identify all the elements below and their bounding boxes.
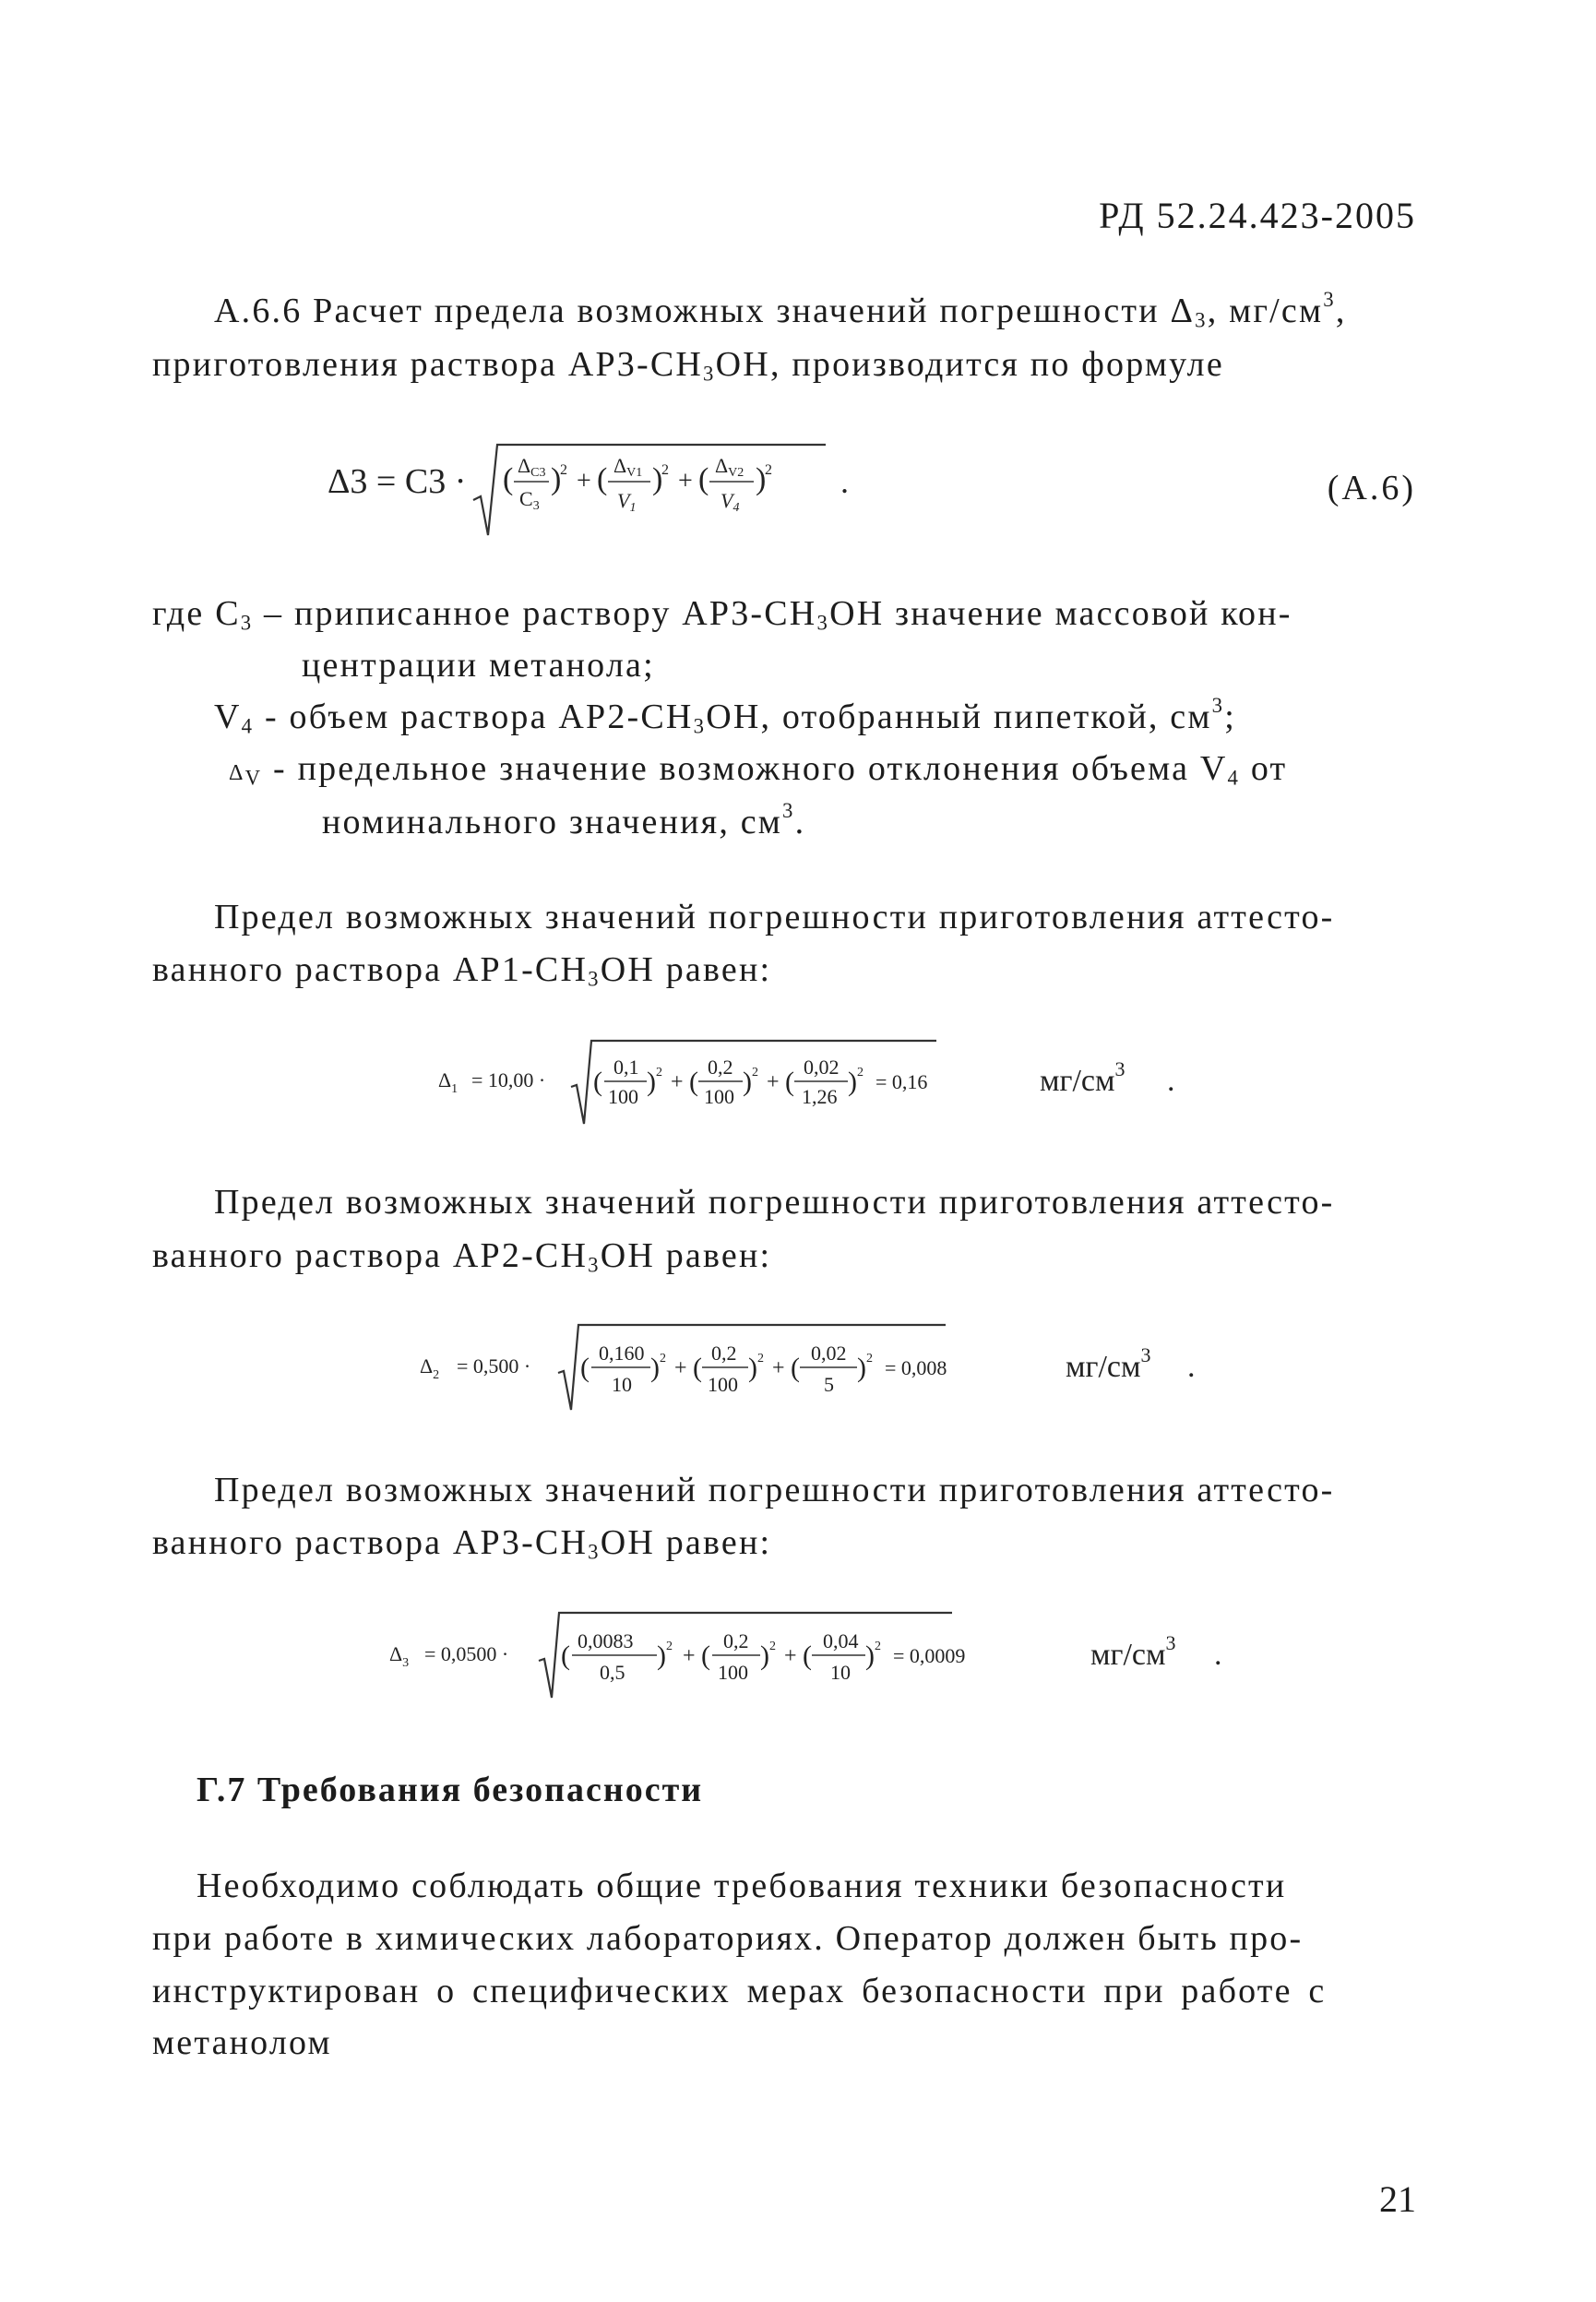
formula-a6-power: 2 xyxy=(560,462,567,478)
formula-3-power: 2 xyxy=(875,1640,881,1653)
formula-a6-paren: ( xyxy=(503,462,514,496)
formula-a6-paren: ) xyxy=(652,462,663,496)
formula-1-paren: ) xyxy=(647,1067,656,1097)
formula-a6-paren: ) xyxy=(756,462,767,496)
formula-a6-lhs: Δ3 = C3 · xyxy=(328,462,467,501)
formula-3-paren: ) xyxy=(865,1640,875,1671)
section-g7-para-line4: метанолом xyxy=(152,2023,332,2062)
formula-2-paren: ) xyxy=(748,1353,757,1383)
block1-line2: ванного раствора $АР1-СН_3ОН$ равен: xyxy=(152,950,772,991)
block2-line2: ванного раствора $АР2-СН_3ОН$ равен: xyxy=(152,1236,772,1277)
formula-1-plus: + xyxy=(671,1070,684,1094)
where-c3-line2: центрации метанола; xyxy=(302,646,655,685)
formula-a6-paren: ( xyxy=(698,462,709,496)
section-a66-line1: А.6.6 Расчет предела возможных значений погрешности $\Delta_3$, $мг/см^3$, xyxy=(214,287,1347,332)
formula-1 xyxy=(438,1024,1232,1139)
formula-2-power: 2 xyxy=(660,1352,666,1366)
formula-1-paren: ( xyxy=(689,1067,698,1097)
formula-3-t1-den: 0,5 xyxy=(600,1661,625,1684)
where-v4: $V_4$ - объем раствора $АР2-СН_3ОН$, отобранный пипеткой, $см^3$; xyxy=(214,693,1236,738)
formula-1-svg xyxy=(438,1024,1232,1135)
formula-2-t3-num: 0,02 xyxy=(811,1342,847,1365)
formula-3-power: 2 xyxy=(666,1640,673,1653)
formula-1-t2-den: 100 xyxy=(704,1085,734,1108)
formula-2-lhs: $\Delta_2$ xyxy=(420,1354,440,1382)
formula-1-paren: ) xyxy=(848,1067,857,1097)
formula-1-t1-num: 0,1 xyxy=(613,1056,639,1079)
document-code: РД 52.24.423-2005 xyxy=(1099,195,1416,236)
formula-3-paren: ( xyxy=(803,1640,812,1671)
formula-2-power: 2 xyxy=(866,1352,873,1366)
formula-3-svg xyxy=(389,1596,1257,1707)
formula-3-tail: . xyxy=(1214,1638,1222,1672)
formula-2-tail: . xyxy=(1187,1350,1196,1384)
formula-a6-t3-den: V4 xyxy=(721,489,740,515)
where-dv-line2: номинального значения, $см^3$. xyxy=(322,798,806,841)
formula-a6-power: 2 xyxy=(765,462,772,478)
formula-a6-t2-den: V1 xyxy=(617,489,637,515)
formula-2-power: 2 xyxy=(757,1352,764,1366)
formula-2 xyxy=(420,1308,1241,1424)
formula-a6-t2-num: ΔV1 xyxy=(613,454,643,480)
formula-1-unit: $мг/см^3$ xyxy=(1040,1057,1126,1098)
formula-a6-paren: ( xyxy=(597,462,608,496)
formula-3-paren: ( xyxy=(561,1640,570,1671)
where-c3-line1: где $С_3$ – приписанное раствору $АР3-СН_3ОН$ значение массовой кон- xyxy=(152,594,1292,635)
block1-line1: Предел возможных значений погрешности приготовления аттесто- xyxy=(214,898,1335,936)
formula-1-paren: ) xyxy=(743,1067,752,1097)
formula-1-t3-num: 0,02 xyxy=(804,1056,840,1079)
formula-3-plus: + xyxy=(683,1644,696,1668)
formula-2-t1-den: 10 xyxy=(612,1373,632,1396)
formula-1-lhs: $\Delta_1$ xyxy=(438,1068,459,1096)
formula-1-paren: ( xyxy=(593,1067,602,1097)
formula-2-coef: = 0,500 · xyxy=(457,1354,531,1378)
formula-2-paren: ( xyxy=(693,1353,702,1383)
formula-3-paren: ) xyxy=(657,1640,666,1671)
formula-a6-paren: ) xyxy=(551,462,562,496)
formula-2-unit: $мг/см^3$ xyxy=(1066,1343,1151,1384)
formula-1-t3-den: 1,26 xyxy=(802,1085,838,1108)
formula-3 xyxy=(389,1596,1257,1712)
formula-1-coef: = 10,00 · xyxy=(471,1068,546,1091)
formula-a6-power: 2 xyxy=(661,462,669,478)
formula-3-t3-num: 0,04 xyxy=(823,1629,859,1652)
formula-3-lhs: $\Delta_3$ xyxy=(389,1642,410,1670)
formula-2-t2-num: 0,2 xyxy=(711,1342,737,1365)
formula-1-paren: ( xyxy=(785,1067,794,1097)
formula-a6 xyxy=(328,426,881,560)
formula-3-result: = 0,0009 xyxy=(893,1644,966,1667)
formula-3-t1-num: 0,0083 xyxy=(578,1629,634,1652)
formula-2-svg xyxy=(420,1308,1241,1419)
formula-3-unit: $мг/см^3$ xyxy=(1090,1631,1176,1672)
formula-a6-number: (А.6) xyxy=(1327,469,1416,507)
section-a66-line2: приготовления раствора $АР3-СН_3ОН$, производится по формуле xyxy=(152,345,1224,386)
section-g7-para-line2: при работе в химических лабораториях. Оператор должен быть про- xyxy=(152,1919,1304,1958)
section-g7-para-line1: Необходимо соблюдать общие требования техники безопасности xyxy=(197,1867,1287,1905)
formula-3-power: 2 xyxy=(769,1640,776,1653)
formula-1-plus: + xyxy=(767,1070,780,1094)
formula-2-paren: ) xyxy=(857,1353,866,1383)
formula-2-result: = 0,008 xyxy=(885,1356,947,1379)
formula-2-paren: ) xyxy=(650,1353,660,1383)
formula-1-power: 2 xyxy=(656,1066,662,1079)
formula-3-coef: = 0,0500 · xyxy=(424,1642,509,1665)
formula-1-power: 2 xyxy=(857,1066,864,1079)
block3-line1: Предел возможных значений погрешности приготовления аттесто- xyxy=(214,1471,1335,1509)
formula-2-plus: + xyxy=(772,1356,785,1380)
where-dv-line1: $\Delta_V$ - предельное значение возможного отклонения объема $V_4$ от xyxy=(229,749,1288,790)
section-g7-heading: Г.7 Требования безопасности xyxy=(197,1771,704,1809)
block3-line2: ванного раствора $АР3-СН_3ОН$ равен: xyxy=(152,1523,772,1564)
formula-2-plus: + xyxy=(674,1356,687,1380)
formula-a6-t1-den: C3 xyxy=(519,487,540,513)
formula-2-t2-den: 100 xyxy=(708,1373,738,1396)
formula-3-t2-den: 100 xyxy=(718,1661,748,1684)
formula-a6-plus: + xyxy=(678,467,693,495)
formula-2-paren: ( xyxy=(580,1353,590,1383)
formula-a6-svg xyxy=(328,426,881,555)
formula-3-t2-num: 0,2 xyxy=(723,1629,749,1652)
block2-line1: Предел возможных значений погрешности приготовления аттесто- xyxy=(214,1183,1335,1222)
formula-1-t2-num: 0,2 xyxy=(708,1056,733,1079)
formula-a6-plus: + xyxy=(577,467,591,495)
section-g7-para-line3: инструктирован о специфических мерах безопасности при работе с xyxy=(152,1972,1327,2010)
formula-1-tail: . xyxy=(1167,1064,1175,1098)
formula-1-power: 2 xyxy=(752,1066,758,1079)
formula-3-paren: ) xyxy=(760,1640,769,1671)
formula-a6-t1-num: ΔC3 xyxy=(518,454,546,480)
formula-2-t3-den: 5 xyxy=(824,1373,834,1396)
formula-1-result: = 0,16 xyxy=(875,1070,928,1093)
formula-3-paren: ( xyxy=(701,1640,710,1671)
formula-a6-tail: . xyxy=(840,463,849,500)
formula-2-paren: ( xyxy=(791,1353,800,1383)
formula-a6-t3-num: ΔV2 xyxy=(715,454,744,480)
formula-3-plus: + xyxy=(784,1644,797,1668)
formula-2-t1-num: 0,160 xyxy=(599,1342,645,1365)
formula-1-t1-den: 100 xyxy=(608,1085,638,1108)
page-number: 21 xyxy=(1379,2178,1416,2220)
formula-3-t3-den: 10 xyxy=(830,1661,851,1684)
